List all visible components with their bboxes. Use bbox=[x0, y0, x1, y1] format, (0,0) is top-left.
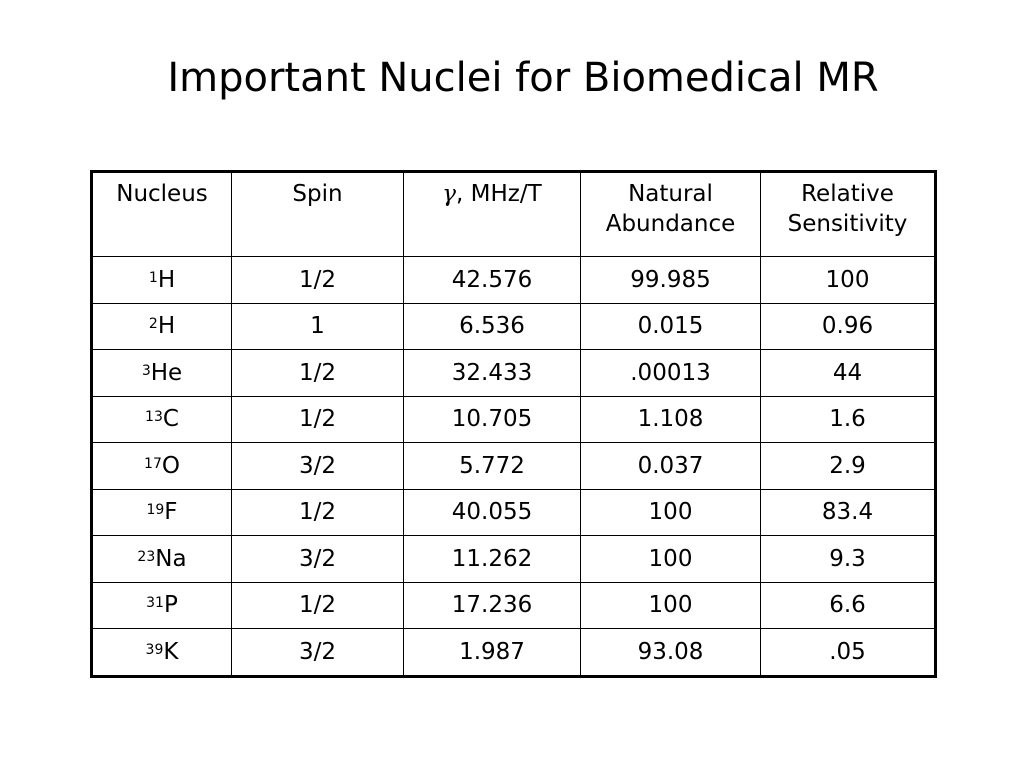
nucleus-cell bbox=[92, 257, 232, 304]
abundance-cell: 100 bbox=[581, 489, 761, 536]
nucleus-cell bbox=[92, 396, 232, 443]
nucleus-cell bbox=[92, 303, 232, 350]
header-sensitivity-line1: Relative bbox=[801, 181, 894, 207]
nucleus-cell bbox=[92, 582, 232, 629]
element-symbol: P bbox=[163, 592, 178, 619]
mass-number: 23 bbox=[137, 548, 156, 565]
element-symbol: He bbox=[150, 359, 183, 386]
mass-number: 39 bbox=[145, 641, 164, 658]
mass-number: 2 bbox=[148, 316, 158, 333]
mass-number: 13 bbox=[145, 409, 163, 426]
gamma-cell: 6.536 bbox=[404, 303, 581, 350]
table-row bbox=[92, 582, 936, 629]
mass-number: 3 bbox=[141, 362, 151, 379]
spin-cell: 1/2 bbox=[232, 396, 404, 443]
gamma-cell: 40.055 bbox=[404, 489, 581, 536]
spin-cell: 1 bbox=[232, 303, 404, 350]
table-row bbox=[92, 396, 936, 443]
spin-cell: 1/2 bbox=[232, 582, 404, 629]
table-row bbox=[92, 443, 936, 490]
sensitivity-cell: 6.6 bbox=[761, 582, 936, 629]
element-symbol: Na bbox=[155, 545, 187, 572]
table-row bbox=[92, 303, 936, 350]
header-gamma bbox=[404, 172, 581, 257]
spin-cell: 1/2 bbox=[232, 350, 404, 397]
gamma-symbol: γ bbox=[442, 181, 457, 207]
element-symbol: F bbox=[164, 499, 178, 526]
mass-number: 1 bbox=[148, 269, 158, 286]
spin-cell: 1/2 bbox=[232, 257, 404, 304]
element-symbol: O bbox=[161, 452, 180, 479]
nucleus-cell bbox=[92, 536, 232, 583]
abundance-cell: 93.08 bbox=[581, 629, 761, 677]
gamma-cell: 42.576 bbox=[404, 257, 581, 304]
slide-title: Important Nuclei for Biomedical MR bbox=[167, 55, 879, 101]
nucleus-cell bbox=[92, 443, 232, 490]
abundance-cell: 100 bbox=[581, 582, 761, 629]
element-symbol: H bbox=[157, 266, 176, 293]
abundance-cell: 0.037 bbox=[581, 443, 761, 490]
nucleus-cell bbox=[92, 629, 232, 677]
gamma-cell: 5.772 bbox=[404, 443, 581, 490]
header-relative-sensitivity bbox=[761, 172, 936, 257]
sensitivity-cell: .05 bbox=[761, 629, 936, 677]
abundance-cell: 1.108 bbox=[581, 396, 761, 443]
table-row bbox=[92, 536, 936, 583]
sensitivity-cell: 1.6 bbox=[761, 396, 936, 443]
gamma-unit: , MHz/T bbox=[456, 181, 542, 207]
mass-number: 19 bbox=[146, 502, 165, 519]
gamma-cell: 1.987 bbox=[404, 629, 581, 677]
element-symbol: H bbox=[157, 313, 176, 340]
sensitivity-cell: 9.3 bbox=[761, 536, 936, 583]
spin-cell: 3/2 bbox=[232, 443, 404, 490]
table-row bbox=[92, 257, 936, 304]
mass-number: 17 bbox=[144, 455, 162, 472]
gamma-cell: 11.262 bbox=[404, 536, 581, 583]
spin-cell: 3/2 bbox=[232, 536, 404, 583]
gamma-cell: 32.433 bbox=[404, 350, 581, 397]
table-row bbox=[92, 629, 936, 677]
element-symbol: K bbox=[163, 638, 179, 665]
sensitivity-cell: 2.9 bbox=[761, 443, 936, 490]
gamma-cell: 10.705 bbox=[404, 396, 581, 443]
nucleus-cell bbox=[92, 489, 232, 536]
table-row bbox=[92, 350, 936, 397]
sensitivity-cell: 83.4 bbox=[761, 489, 936, 536]
nucleus-cell bbox=[92, 350, 232, 397]
abundance-cell: .00013 bbox=[581, 350, 761, 397]
spin-cell: 3/2 bbox=[232, 629, 404, 677]
mass-number: 31 bbox=[146, 595, 164, 612]
header-natural-abundance bbox=[581, 172, 761, 257]
header-abundance-line1: Natural bbox=[628, 181, 713, 207]
abundance-cell: 100 bbox=[581, 536, 761, 583]
sensitivity-cell: 100 bbox=[761, 257, 936, 304]
abundance-cell: 0.015 bbox=[581, 303, 761, 350]
element-symbol: C bbox=[162, 406, 179, 433]
header-row bbox=[92, 172, 936, 257]
sensitivity-cell: 44 bbox=[761, 350, 936, 397]
header-spin: Spin bbox=[232, 172, 404, 257]
header-sensitivity-line2: Sensitivity bbox=[787, 211, 908, 237]
table-body bbox=[92, 257, 936, 677]
abundance-cell: 99.985 bbox=[581, 257, 761, 304]
header-nucleus: Nucleus bbox=[92, 172, 232, 257]
spin-cell: 1/2 bbox=[232, 489, 404, 536]
table-row bbox=[92, 489, 936, 536]
nuclei-table bbox=[90, 170, 937, 678]
sensitivity-cell: 0.96 bbox=[761, 303, 936, 350]
header-abundance-line2: Abundance bbox=[605, 211, 736, 237]
gamma-cell: 17.236 bbox=[404, 582, 581, 629]
